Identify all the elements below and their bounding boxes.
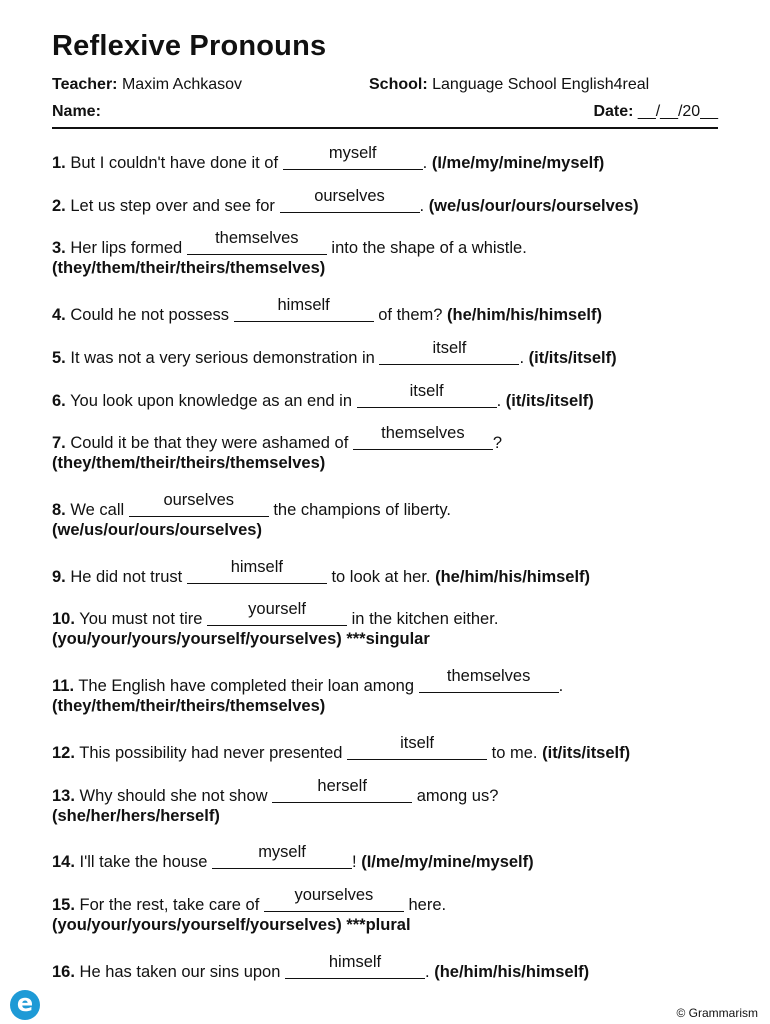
question-9 [52, 558, 591, 587]
filled-answer: ourselves [314, 187, 385, 205]
question-text-before: I'll take the house [79, 853, 208, 871]
question-text-before: Why should she not show [79, 787, 268, 805]
question-number: 3. [52, 239, 66, 257]
question-text-after: to me. [491, 744, 538, 762]
filled-answer: himself [277, 296, 330, 314]
answer-blank[interactable] [207, 600, 347, 624]
date-field[interactable] [593, 103, 718, 121]
blank-underline [285, 978, 425, 979]
blank-underline [280, 212, 420, 213]
question-number: 9. [52, 568, 66, 586]
name-field[interactable] [52, 103, 101, 121]
question-text-before: He has taken our sins upon [79, 963, 281, 981]
question-text-before: You look upon knowledge as an end in [70, 392, 353, 410]
filled-answer: himself [328, 953, 382, 971]
pronoun-options: (he/him/his/himself) [435, 568, 591, 586]
blank-underline [283, 169, 423, 170]
answer-blank[interactable] [347, 734, 487, 758]
question-6 [52, 382, 594, 411]
blank-underline [347, 759, 487, 760]
question-number: 8. [52, 501, 66, 519]
question-text-before: Let us step over and see for [70, 197, 275, 215]
question-text-after: into the shape of a whistle. [331, 239, 527, 257]
blank-underline [353, 449, 493, 450]
filled-answer: themselves [381, 424, 465, 442]
question-2 [52, 187, 639, 216]
question-number: 14. [52, 853, 75, 871]
question-text-before: It was not a very serious demonstration in [70, 349, 375, 367]
question-text-before: He did not trust [70, 568, 183, 586]
pronoun-options: (I/me/my/mine/myself) [431, 154, 605, 172]
question-12 [52, 734, 631, 763]
pronoun-options: (it/its/itself) [528, 349, 617, 367]
question-text-after: . [558, 677, 564, 695]
filled-answer: ourselves [163, 491, 235, 509]
filled-answer: myself [328, 144, 377, 162]
question-text-after: to look at her. [331, 568, 431, 586]
school-field [369, 76, 649, 94]
header-divider [52, 127, 718, 129]
question-text-before: The English have completed their loan among [78, 677, 415, 695]
name-label: Name: [52, 103, 101, 120]
question-number: 2. [52, 197, 66, 215]
filled-answer: itself [400, 734, 435, 752]
filled-answer: herself [317, 777, 367, 795]
filled-answer: themselves [215, 229, 299, 247]
question-text-after: . [422, 154, 428, 172]
question-1 [52, 144, 605, 173]
answer-blank[interactable] [357, 382, 497, 406]
question-14 [52, 843, 534, 872]
blank-underline [129, 516, 269, 517]
school-label: School: [369, 76, 428, 93]
filled-answer: himself [230, 558, 283, 576]
question-text-after: . [496, 392, 502, 410]
blank-underline [187, 254, 327, 255]
question-11 [52, 667, 564, 696]
copyright-text: © Grammarism [676, 1006, 758, 1020]
question-number: 6. [52, 392, 66, 410]
answer-blank[interactable] [353, 424, 493, 448]
teacher-name: Maxim Achkasov [121, 76, 243, 93]
pronoun-options: (it/its/itself) [542, 744, 631, 762]
question-number: 5. [52, 349, 66, 367]
blank-underline [264, 911, 404, 912]
question-text-after: ! [352, 853, 357, 871]
question-3 [52, 229, 527, 258]
blank-underline [212, 868, 352, 869]
pronoun-options: (you/your/yours/yourself/yourselves) ***singular [52, 630, 430, 648]
question-text-after: . [519, 349, 525, 367]
question-text-before: You must not tire [79, 610, 203, 628]
answer-blank[interactable] [129, 491, 269, 515]
answer-blank[interactable] [187, 558, 327, 582]
pronoun-options: (they/them/their/theirs/themselves) [52, 697, 326, 715]
question-number: 11. [52, 677, 75, 695]
question-text-after: ? [492, 434, 503, 452]
question-number: 15. [52, 896, 75, 914]
blank-underline [187, 583, 327, 584]
question-text-after: . [425, 963, 430, 981]
question-number: 1. [52, 154, 66, 172]
question-text-after: the champions of liberty. [273, 501, 451, 519]
blank-underline [379, 364, 519, 365]
pronoun-options: (it/its/itself) [505, 392, 594, 410]
blank-underline [207, 625, 347, 626]
filled-answer: themselves [446, 667, 531, 685]
filled-answer: yourself [248, 600, 306, 618]
question-text-before: Could he not possess [70, 306, 230, 324]
question-number: 4. [52, 306, 66, 324]
pronoun-options: (he/him/his/himself) [447, 306, 602, 324]
date-label: Date: [593, 103, 634, 120]
pronoun-options: (she/her/hers/herself) [52, 807, 220, 825]
question-text-after: of them? [378, 306, 443, 324]
question-text-before: Could it be that they were ashamed of [70, 434, 349, 452]
question-text-after: here. [408, 896, 447, 914]
question-4 [52, 296, 602, 325]
question-text-before: But I couldn't have done it of [70, 154, 279, 172]
filled-answer: yourselves [294, 886, 374, 904]
question-number: 10. [52, 610, 75, 628]
question-text-after: among us? [416, 787, 499, 805]
pronoun-options: (you/your/yours/yourself/yourselves) ***plural [52, 916, 411, 934]
question-text-after: in the kitchen either. [351, 610, 499, 628]
filled-answer: itself [409, 382, 444, 400]
teacher-label: Teacher: [52, 76, 118, 93]
answer-blank[interactable] [272, 777, 412, 801]
answer-blank[interactable] [285, 953, 425, 977]
question-16 [52, 953, 590, 982]
date-value: __/__/20__ [637, 103, 718, 120]
page-title: Reflexive Pronouns [52, 30, 327, 62]
blank-underline [272, 802, 412, 803]
pronoun-options: (they/them/their/theirs/themselves) [52, 259, 326, 277]
question-text-before: We call [70, 501, 125, 519]
answer-blank[interactable] [379, 339, 519, 363]
grammarism-logo-icon [10, 990, 40, 1020]
blank-underline [234, 321, 374, 322]
question-text-after: . [419, 197, 425, 215]
answer-blank[interactable] [283, 144, 423, 168]
answer-blank[interactable] [280, 187, 420, 211]
pronoun-options: (he/him/his/himself) [434, 963, 590, 981]
question-number: 12. [52, 744, 75, 762]
filled-answer: itself [432, 339, 467, 357]
worksheet-page [52, 0, 718, 1024]
answer-blank[interactable] [264, 886, 404, 910]
teacher-field [52, 76, 242, 94]
question-text-before: This possibility had never presented [79, 744, 343, 762]
question-number: 16. [52, 963, 75, 981]
question-5 [52, 339, 617, 368]
filled-answer: myself [258, 843, 306, 861]
pronoun-options: (we/us/our/ours/ourselves) [428, 197, 639, 215]
answer-blank[interactable] [419, 667, 559, 691]
blank-underline [419, 692, 559, 693]
question-text-before: For the rest, take care of [79, 896, 260, 914]
question-7 [52, 424, 503, 453]
logo-letter: e [16, 989, 34, 1017]
answer-blank[interactable] [234, 296, 374, 320]
question-15 [52, 886, 447, 915]
pronoun-options: (I/me/my/mine/myself) [361, 853, 534, 871]
question-10 [52, 600, 499, 629]
question-text-before: Her lips formed [70, 239, 183, 257]
pronoun-options: (they/them/their/theirs/themselves) [52, 454, 326, 472]
question-number: 13. [52, 787, 75, 805]
answer-blank[interactable] [212, 843, 352, 867]
blank-underline [357, 407, 497, 408]
school-name: Language School English4real [432, 76, 650, 93]
question-13 [52, 777, 499, 806]
question-8 [52, 491, 451, 520]
pronoun-options: (we/us/our/ours/ourselves) [52, 521, 262, 539]
question-number: 7. [52, 434, 66, 452]
answer-blank[interactable] [187, 229, 327, 253]
